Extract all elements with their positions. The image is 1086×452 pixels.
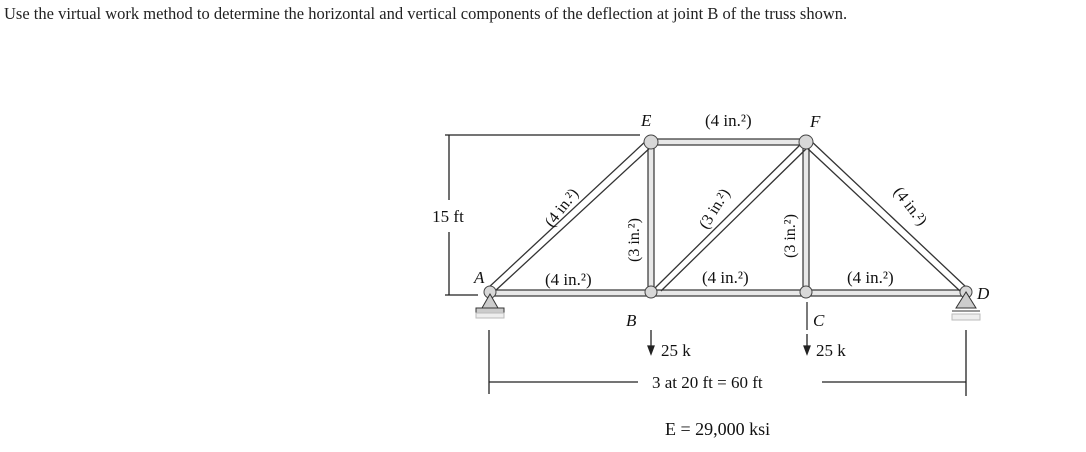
area-cf: (3 in.²) (782, 214, 799, 258)
area-bc: (4 in.²) (702, 268, 749, 287)
joint-e (644, 135, 658, 149)
height-label: 15 ft (432, 207, 464, 226)
top-chord-ef (650, 139, 806, 145)
area-ab: (4 in.²) (545, 270, 592, 289)
question-text: Use the virtual work method to determine the horizontal and vertical components of the deflection at joint B of the truss shown. (4, 4, 848, 23)
area-cd: (4 in.²) (847, 268, 894, 287)
label-c: C (813, 311, 825, 330)
area-ef: (4 in.²) (705, 111, 752, 130)
label-e: E (641, 111, 652, 130)
vertical-cf (803, 143, 809, 291)
label-d: D (977, 284, 990, 303)
bottom-chord (488, 290, 966, 296)
area-fd: (4 in.²) (889, 183, 931, 230)
label-b: B (626, 311, 637, 330)
vertical-be (648, 143, 654, 291)
support-a (476, 294, 504, 318)
load-arrow-c (804, 334, 810, 354)
load-b-label: 25 k (661, 341, 691, 360)
label-a: A (474, 268, 485, 287)
modulus-label: E = 29,000 ksi (665, 419, 771, 439)
area-ae: (4 in.²) (541, 185, 583, 231)
load-arrow-b (648, 330, 654, 354)
span-label: 3 at 20 ft = 60 ft (652, 373, 763, 392)
joint-b (645, 286, 657, 298)
area-be: (3 in.²) (626, 218, 643, 262)
area-bf: (3 in.²) (695, 185, 734, 233)
load-c-label: 25 k (816, 341, 846, 360)
joint-c (800, 286, 812, 298)
label-f: F (810, 112, 821, 131)
joint-f (799, 135, 813, 149)
